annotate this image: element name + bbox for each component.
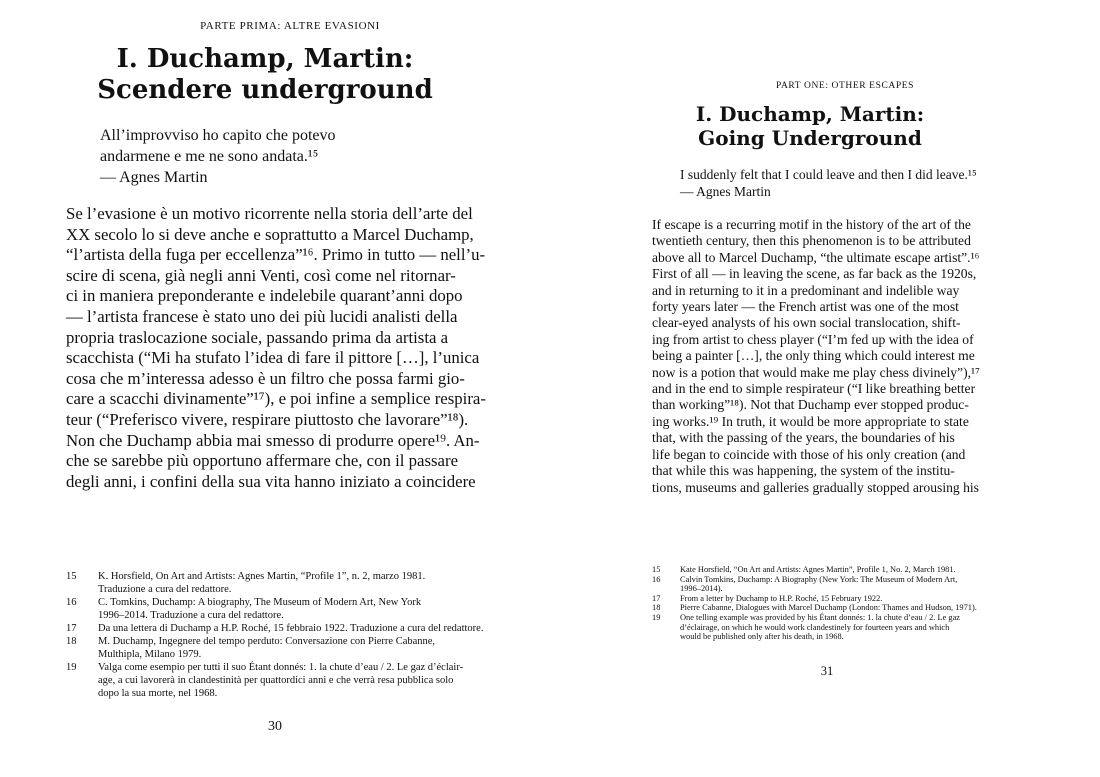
body-line: than working”¹⁸). Not that Duchamp ever stopped produc- bbox=[652, 397, 969, 413]
epigraph-line: All’improvviso ho capito che potevo bbox=[100, 127, 336, 144]
body-line: teur (“Preferisco vivere, respirare piuttosto che lavorare”¹⁸). bbox=[66, 409, 469, 429]
footnote bbox=[652, 594, 1052, 604]
body-line: Non che Duchamp abbia mai smesso di produrre opere¹⁹. An- bbox=[66, 430, 480, 450]
body-line: that, with the passing of the years, the boundaries of his bbox=[652, 430, 955, 446]
footnotes bbox=[66, 570, 496, 700]
footnote-text bbox=[98, 570, 496, 596]
body-text bbox=[652, 217, 1052, 496]
epigraph-line: andarmene e me ne sono andata.¹⁵ bbox=[100, 148, 319, 165]
epigraph bbox=[100, 125, 336, 188]
footnote bbox=[66, 622, 496, 635]
body-line: being a painter […], the only thing which could interest me bbox=[652, 348, 975, 364]
footnote-line: 1996–2014. Traduzione a cura del redattore. bbox=[98, 610, 284, 621]
footnote-number: 17 bbox=[652, 593, 661, 603]
footnote-line: One telling example was provided by his Étant donnés: 1. la chute d’eau / 2. Le gaz bbox=[680, 612, 961, 622]
chapter-title bbox=[670, 102, 950, 150]
body-line: If escape is a recurring motif in the history of the art of the bbox=[652, 217, 971, 232]
epigraph-line: I suddenly felt that I could leave and then I did leave.¹⁵ bbox=[680, 167, 977, 182]
footnote-text bbox=[680, 613, 1052, 642]
epigraph bbox=[680, 166, 977, 200]
body-line: ing works.¹⁹ In truth, it would be more appropriate to state bbox=[652, 413, 969, 429]
body-line: Se l’evasione è un motivo ricorrente nella storia dell’arte del bbox=[66, 204, 473, 223]
body-line: twentieth century, then this phenomenon is to be attributed bbox=[652, 233, 971, 249]
footnote-line: C. Tomkins, Duchamp: A biography, The Museum of Modern Art, New York bbox=[98, 597, 422, 608]
footnote-line: Pierre Cabanne, Dialogues with Marcel Duchamp (London: Thames and Hudson, 1971). bbox=[680, 603, 977, 613]
page-number: 31 bbox=[820, 664, 834, 678]
page-number: 30 bbox=[268, 719, 282, 734]
footnote-line: d’éclairage, on which he would work clandestinely for fourteen years and which bbox=[680, 622, 950, 632]
footnote-text bbox=[98, 661, 496, 700]
chapter-title bbox=[60, 44, 470, 106]
body-text bbox=[66, 204, 486, 492]
footnote bbox=[652, 603, 1052, 613]
footnote-number: 18 bbox=[66, 636, 77, 647]
epigraph-attribution: — Agnes Martin bbox=[680, 184, 771, 199]
footnote bbox=[652, 575, 1052, 594]
footnote-line: Calvin Tomkins, Duchamp: A Biography (New York: The Museum of Modern Art, bbox=[680, 574, 958, 584]
footnote-line: Valga come esempio per tutti il suo Étant donnés: 1. la chute d’eau / 2. Le gaz d’éclair- bbox=[98, 662, 464, 673]
footnote-line: dopo la sua morte, nel 1968. bbox=[98, 688, 218, 699]
body-line: above all to Marcel Duchamp, “the ultimate escape artist”.¹⁶ bbox=[652, 249, 980, 265]
footnote-number: 19 bbox=[66, 662, 77, 673]
body-line: cosa che m’interessa adesso è un filtro che possa farmi gio- bbox=[66, 368, 465, 388]
footnote-line: age, a cui lavorerà in clandestinità per quattordici anni e che verrà resa pubblica solo bbox=[98, 675, 454, 686]
body-line: that while this was happening, the system of the institu- bbox=[652, 463, 955, 479]
epigraph-attribution: — Agnes Martin bbox=[100, 169, 208, 186]
footnote-number: 16 bbox=[66, 597, 77, 608]
footnote bbox=[652, 565, 1052, 575]
body-line: — l’artista francese è stato uno dei più lucidi analisti della bbox=[66, 306, 458, 326]
body-line: First of all — in leaving the scene, as far back as the 1920s, bbox=[652, 266, 977, 282]
footnote-text bbox=[680, 594, 1052, 604]
footnote-text bbox=[680, 603, 1052, 613]
footnote-text bbox=[680, 575, 1052, 594]
footnote-number: 18 bbox=[652, 603, 661, 613]
body-line: clear-eyed analysts of his own social translocation, shift- bbox=[652, 315, 961, 331]
body-line: XX secolo lo si deve anche e soprattutto a Marcel Duchamp, bbox=[66, 224, 474, 244]
chapter-title-line: I. Duchamp, Martin: bbox=[695, 102, 925, 126]
footnote bbox=[66, 570, 496, 596]
chapter-title-line: I. Duchamp, Martin: bbox=[116, 44, 414, 74]
running-head: PARTE PRIMA: ALTRE EVASIONI bbox=[200, 20, 380, 32]
footnote-number: 19 bbox=[652, 612, 661, 622]
body-line: and in the end to simple respirateur (“I like breathing better bbox=[652, 381, 976, 397]
body-line: che se sarebbe più opportuno affermare che, con il passare bbox=[66, 451, 459, 471]
chapter-title-line: Going Underground bbox=[698, 126, 922, 150]
footnote-line: Multhipla, Milano 1979. bbox=[98, 649, 202, 660]
body-line: “l’artista della fuga per eccellenza”¹⁶. Primo in tutto — nell’u- bbox=[66, 245, 486, 265]
footnote-line: Traduzione a cura del redattore. bbox=[98, 584, 232, 595]
footnotes bbox=[652, 565, 1052, 642]
chapter-title-line: Scendere underground bbox=[97, 75, 433, 105]
body-line: life began to coincide with those of his only creation (and bbox=[652, 446, 966, 462]
right-page bbox=[550, 0, 1100, 777]
footnote-line: From a letter by Duchamp to H.P. Roché, 15 February 1922. bbox=[680, 593, 883, 603]
body-line: care a scacchi divinamente”¹⁷), e poi infine a semplice respira- bbox=[66, 389, 486, 409]
footnote bbox=[66, 596, 496, 622]
body-line: ing from artist to chess player (“I’m fed up with the idea of bbox=[652, 331, 974, 347]
body-line: forty years later — the French artist was one of the most bbox=[652, 299, 959, 315]
footnote-line: Da una lettera di Duchamp a H.P. Roché, 15 febbraio 1922. Traduzione a cura del redattore. bbox=[98, 623, 484, 634]
footnote-line: Kate Horsfield, “On Art and Artists: Agnes Martin”, Profile 1, No. 2, March 1981. bbox=[680, 565, 956, 574]
body-line: propria traslocazione sociale, passando prima da artista a bbox=[66, 327, 449, 347]
body-line: now is a potion that would make me play chess divinely”),¹⁷ bbox=[652, 364, 980, 380]
body-line: scire di scena, già negli anni Venti, così come nel ritornar- bbox=[66, 265, 456, 285]
running-head: PART ONE: OTHER ESCAPES bbox=[775, 81, 915, 91]
footnote-line: M. Duchamp, Ingegnere del tempo perduto: Conversazione con Pierre Cabanne, bbox=[98, 636, 436, 647]
footnote-number: 17 bbox=[66, 623, 77, 634]
body-line: and in returning to it in a predominant and indelible way bbox=[652, 282, 960, 298]
body-line: ci in maniera preponderante e indelebile quarant’anni dopo bbox=[66, 286, 463, 306]
body-line: scacchista (“Mi ha stufato l’idea di fare il pittore […], l’unica bbox=[66, 348, 480, 368]
footnote-line: 1996–2014). bbox=[680, 584, 723, 594]
footnote-text bbox=[680, 565, 1052, 575]
body-line: degli anni, i confini della sua vita hanno iniziato a coincidere bbox=[66, 471, 476, 491]
footnote bbox=[66, 635, 496, 661]
footnote-number: 15 bbox=[66, 571, 77, 582]
footnote-text bbox=[98, 596, 496, 622]
footnote-line: would be published only after his death, in 1968. bbox=[680, 632, 844, 642]
body-line: tions, museums and galleries gradually stopped arousing his bbox=[652, 479, 979, 495]
footnote bbox=[66, 661, 496, 700]
footnote-number: 15 bbox=[652, 565, 661, 574]
footnote-text bbox=[98, 622, 496, 635]
footnote-number: 16 bbox=[652, 574, 661, 584]
footnote bbox=[652, 613, 1052, 642]
footnote-text bbox=[98, 635, 496, 661]
footnote-line: K. Horsfield, On Art and Artists: Agnes Martin, “Profile 1”, n. 2, marzo 1981. bbox=[98, 571, 426, 582]
